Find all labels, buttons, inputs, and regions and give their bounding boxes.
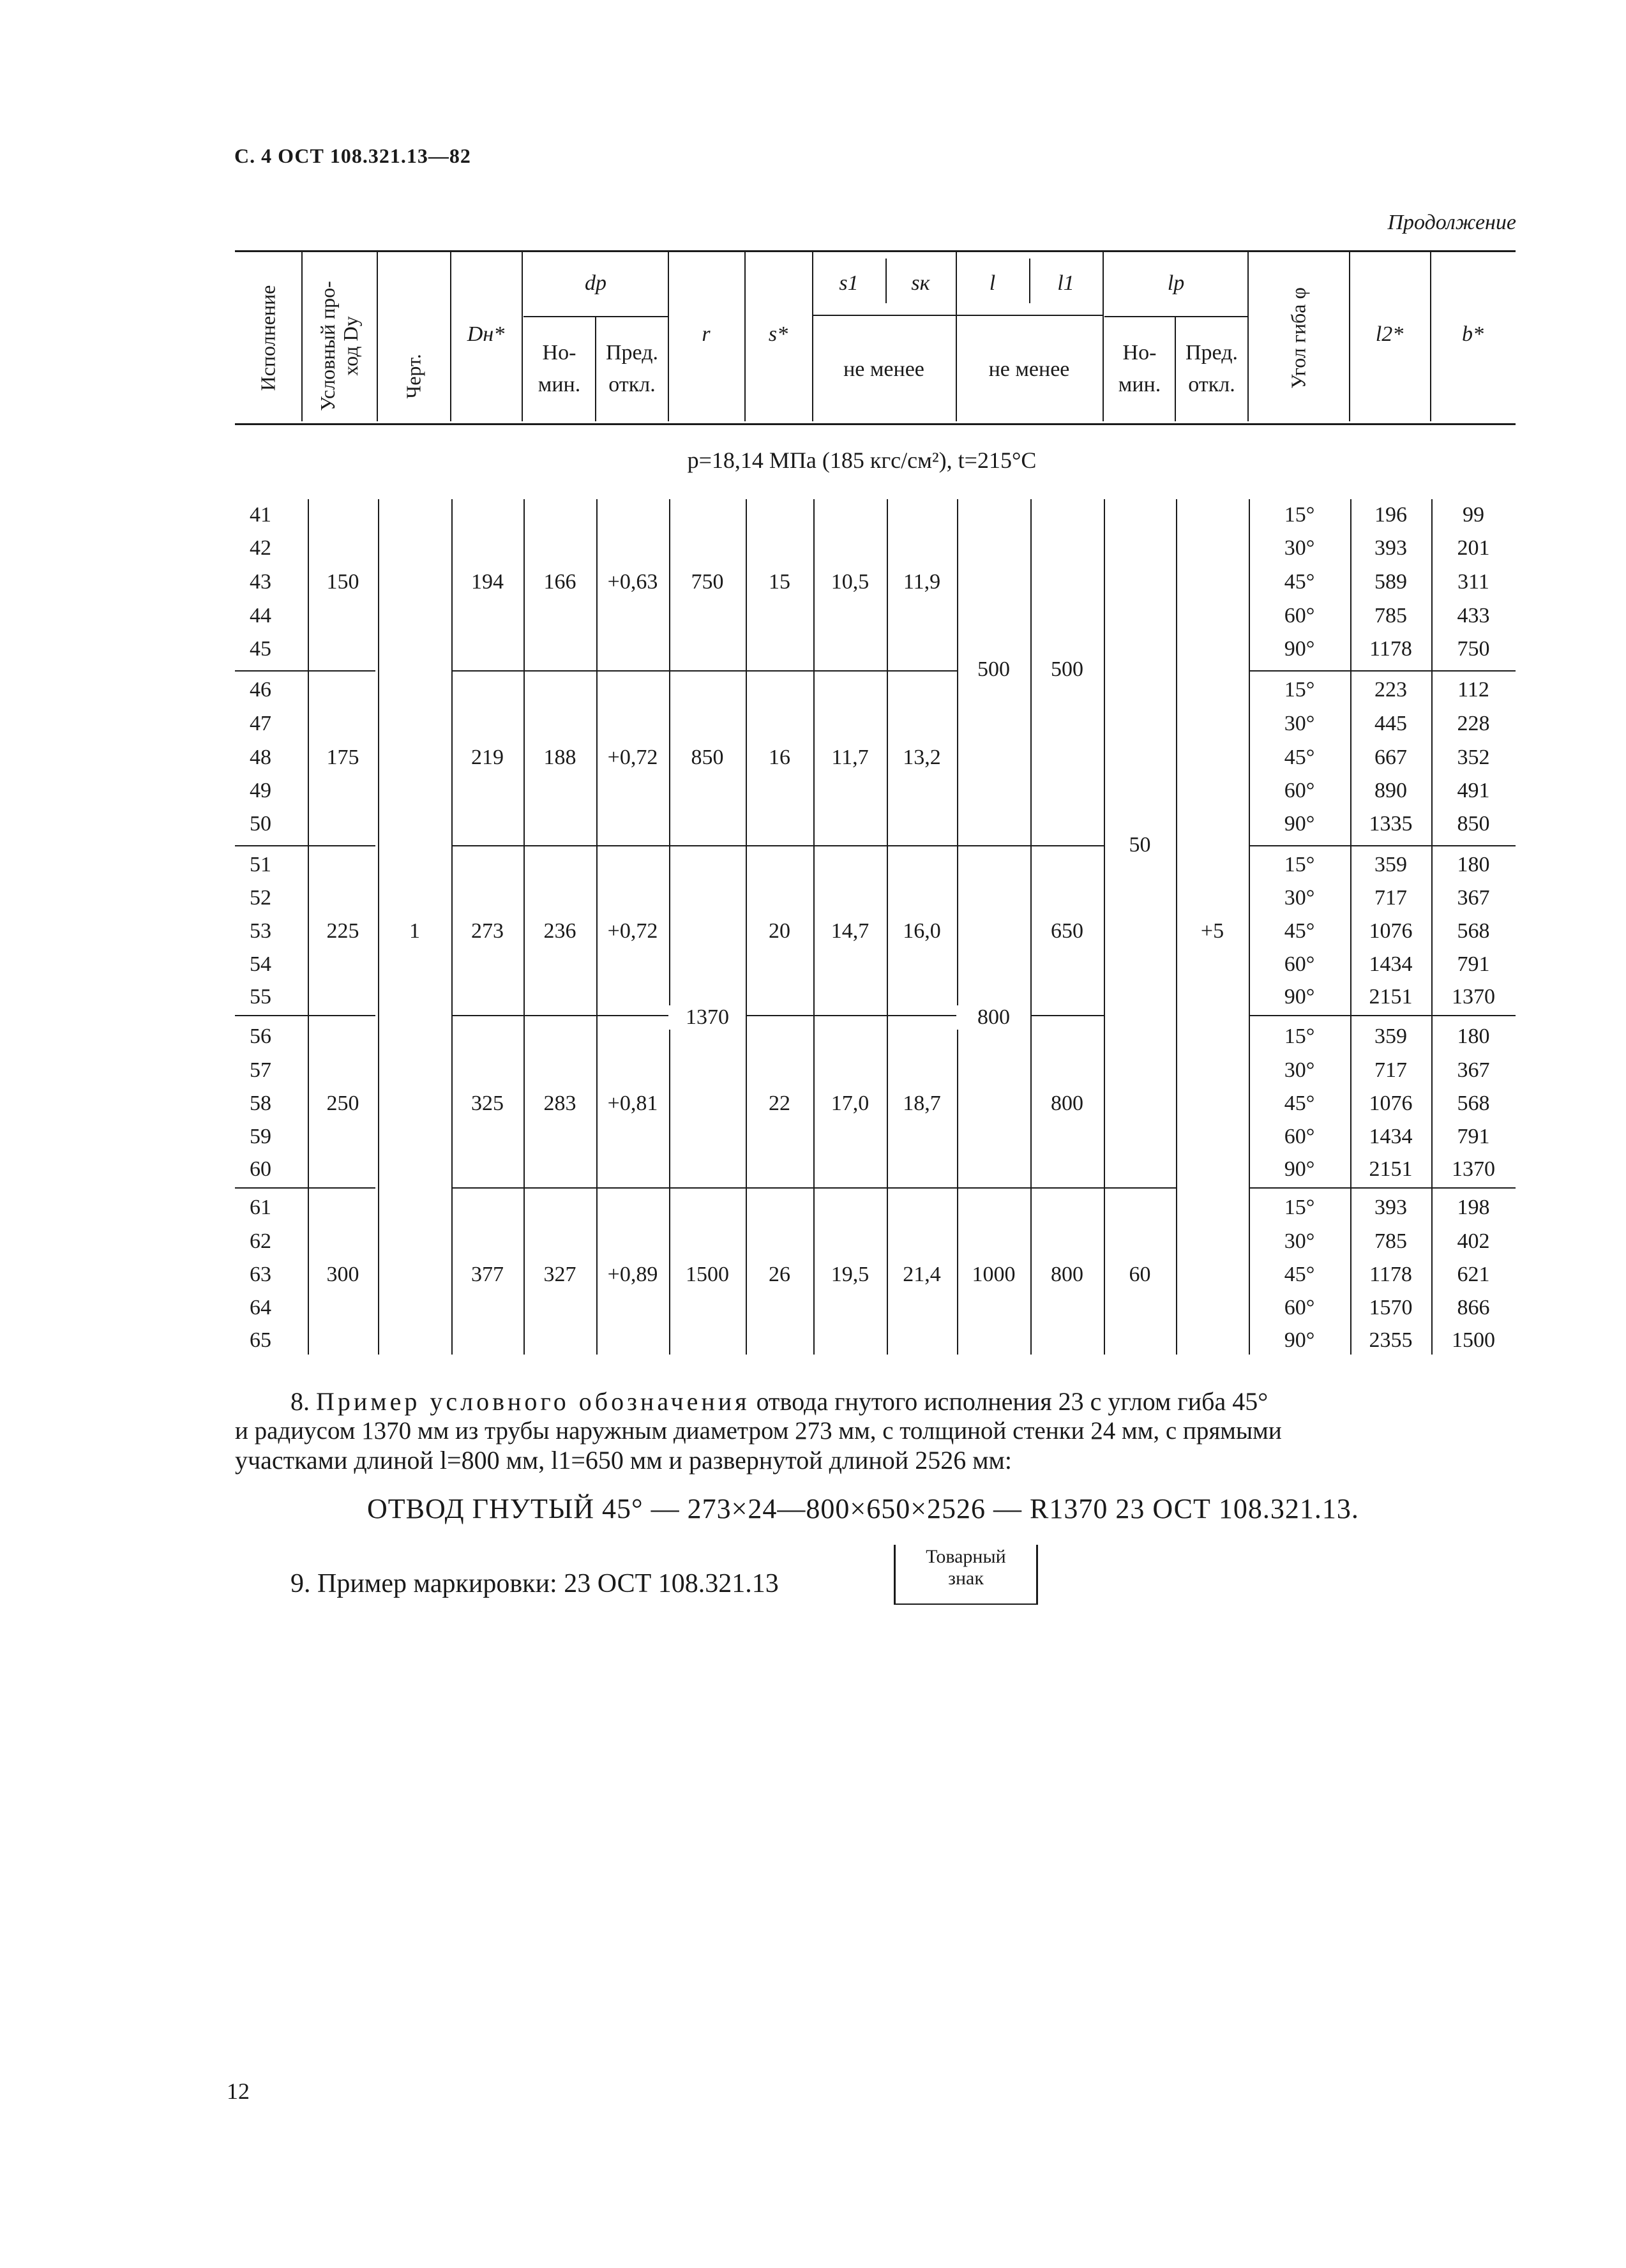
angle-cell: 90° <box>1284 812 1315 836</box>
s1-cell: 11,7 <box>831 746 869 769</box>
header-ispolnenie: Исполнение <box>256 285 280 391</box>
header-divider <box>1103 252 1104 421</box>
angle-cell: 15° <box>1284 1196 1315 1219</box>
continuation-label: Продолжение <box>1387 211 1516 234</box>
angle-cell: 60° <box>1284 952 1315 976</box>
s-cell: 16 <box>769 746 790 769</box>
angle-cell: 45° <box>1284 1263 1315 1286</box>
l2-cell: 1178 <box>1369 1263 1412 1286</box>
angle-cell: 60° <box>1284 604 1315 627</box>
angle-cell: 90° <box>1284 637 1315 661</box>
b-cell: 198 <box>1457 1196 1490 1219</box>
l2-cell: 717 <box>1374 886 1407 910</box>
l2-cell: 717 <box>1374 1058 1407 1082</box>
l-mid-cell: 800 <box>957 1005 1030 1030</box>
b-cell: 180 <box>1457 853 1490 876</box>
b-cell: 99 <box>1463 503 1484 527</box>
header-l2: l2* <box>1375 322 1404 346</box>
l-cell: 1000 <box>972 1263 1016 1286</box>
page-header: С. 4 ОСТ 108.321.13—82 <box>234 144 471 167</box>
ispolnenie-cell: 62 <box>250 1229 271 1253</box>
sk-cell: 21,4 <box>903 1263 941 1286</box>
b-cell: 850 <box>1457 812 1490 836</box>
paragraph-8-rest: отвода гнутого исполнения 23 с углом гиба 45° <box>756 1387 1268 1416</box>
dn-cell: 325 <box>471 1092 504 1115</box>
b-cell: 112 <box>1457 678 1489 702</box>
ispolnenie-cell: 50 <box>250 812 271 836</box>
b-cell: 791 <box>1457 952 1490 976</box>
angle-cell: 15° <box>1284 503 1315 527</box>
ispolnenie-cell: 55 <box>250 985 271 1009</box>
dp-pred-cell: +0,72 <box>607 746 658 769</box>
paragraph-8-line-1 <box>290 1387 1516 1416</box>
angle-cell: 90° <box>1284 1328 1315 1352</box>
b-cell: 791 <box>1457 1125 1490 1148</box>
dn-cell: 377 <box>471 1263 504 1286</box>
b-cell: 1370 <box>1452 1157 1495 1181</box>
group-separator <box>746 1015 956 1016</box>
b-cell: 568 <box>1457 919 1490 943</box>
angle-cell: 30° <box>1284 1058 1315 1082</box>
header-divider <box>522 252 523 421</box>
ispolnenie-cell: 63 <box>250 1263 271 1286</box>
dn-cell: 194 <box>471 570 504 594</box>
sk-cell: 18,7 <box>903 1092 941 1115</box>
group-separator <box>1249 1187 1516 1189</box>
group-separator <box>235 845 375 846</box>
lp-nom-cell: 60 <box>1129 1263 1151 1286</box>
l1-top-cell: 500 <box>1051 657 1083 681</box>
paragraph-8-line-2: и радиусом 1370 мм из трубы наружным диаметром 273 мм, с толщиной стенки 24 мм, с прямыми <box>235 1417 1282 1445</box>
paragraph-8-emphasis: Пример условного обозначения <box>316 1387 750 1416</box>
l2-cell: 2355 <box>1369 1328 1413 1352</box>
dp-pred-cell: +0,72 <box>607 919 658 943</box>
s1-cell: 10,5 <box>831 570 869 594</box>
l2-cell: 1434 <box>1369 1125 1413 1148</box>
dp-pred-cell: +0,89 <box>607 1263 658 1286</box>
header-chert: Черт. <box>402 354 425 399</box>
ispolnenie-cell: 53 <box>250 919 271 943</box>
b-cell: 201 <box>1457 536 1490 560</box>
paragraph-9: 9. Пример маркировки: 23 ОСТ 108.321.13 <box>290 1569 779 1598</box>
l2-cell: 393 <box>1374 1196 1407 1219</box>
dy-cell: 175 <box>326 746 359 769</box>
ispolnenie-cell: 44 <box>250 604 271 627</box>
lp-pred-merged-cell: +5 <box>1200 919 1224 943</box>
ispolnenie-cell: 56 <box>250 1025 271 1048</box>
body-divider <box>669 499 670 1355</box>
sk-cell: 11,9 <box>903 570 941 594</box>
chert-cell: 1 <box>409 919 420 943</box>
group-separator <box>235 670 375 672</box>
header-dn: Dн* <box>467 322 505 346</box>
l-top-cell: 500 <box>977 657 1010 681</box>
b-cell: 491 <box>1457 779 1490 802</box>
ispolnenie-cell: 65 <box>250 1328 271 1352</box>
group-separator <box>451 1015 668 1016</box>
s1-cell: 17,0 <box>831 1092 869 1115</box>
group-separator <box>451 845 1104 846</box>
l2-cell: 359 <box>1374 1025 1407 1048</box>
b-cell: 311 <box>1457 570 1489 594</box>
l2-cell: 2151 <box>1369 1157 1413 1181</box>
b-cell: 568 <box>1457 1092 1490 1115</box>
angle-cell: 45° <box>1284 1092 1315 1115</box>
b-cell: 402 <box>1457 1229 1490 1253</box>
ispolnenie-cell: 54 <box>250 952 271 976</box>
header-dp: dр <box>585 271 606 295</box>
l2-cell: 1434 <box>1369 952 1413 976</box>
group-separator <box>1249 845 1516 846</box>
header-divider <box>301 252 303 421</box>
dy-cell: 150 <box>326 570 359 594</box>
b-cell: 367 <box>1457 1058 1490 1082</box>
l2-cell: 1335 <box>1369 812 1413 836</box>
s-cell: 22 <box>769 1092 790 1115</box>
l2-cell: 2151 <box>1369 985 1413 1009</box>
page-number: 12 <box>227 2078 250 2104</box>
header-divider <box>377 252 378 421</box>
dp-nom-cell: 236 <box>543 919 576 943</box>
b-cell: 367 <box>1457 886 1490 910</box>
r-cell: 850 <box>691 746 724 769</box>
dy-cell: 250 <box>326 1092 359 1115</box>
angle-cell: 90° <box>1284 1157 1315 1181</box>
ispolnenie-cell: 51 <box>250 853 271 876</box>
header-s1: s1 <box>839 271 859 295</box>
b-cell: 180 <box>1457 1025 1490 1048</box>
angle-cell: 45° <box>1284 919 1315 943</box>
dp-nom-cell: 327 <box>543 1263 576 1286</box>
ispolnenie-cell: 58 <box>250 1092 271 1115</box>
header-sk: sк <box>911 271 930 295</box>
group-separator <box>451 1187 1176 1189</box>
dp-nom-cell: 166 <box>543 570 576 594</box>
l2-cell: 223 <box>1374 678 1407 702</box>
group-separator <box>235 1015 375 1016</box>
angle-cell: 15° <box>1284 678 1315 702</box>
ispolnenie-cell: 48 <box>250 746 271 769</box>
angle-cell: 45° <box>1284 570 1315 594</box>
b-cell: 750 <box>1457 637 1490 661</box>
b-cell: 1500 <box>1452 1328 1495 1352</box>
b-cell: 1370 <box>1452 985 1495 1009</box>
paragraph-8-line-3: участками длиной l=800 мм, l1=650 мм и развернутой длиной 2526 мм: <box>235 1446 1012 1475</box>
header-b: b* <box>1462 322 1484 346</box>
b-cell: 228 <box>1457 712 1490 735</box>
ispolnenie-cell: 45 <box>250 637 271 661</box>
l2-cell: 445 <box>1374 712 1407 735</box>
dn-cell: 273 <box>471 919 504 943</box>
angle-cell: 45° <box>1284 746 1315 769</box>
header-dp-pred: Пред. откл. <box>606 341 658 396</box>
l1-cell: 800 <box>1051 1263 1083 1286</box>
b-cell: 352 <box>1457 746 1490 769</box>
pressure-condition: p=18,14 МПа (185 кгс/см²), t=215°С <box>687 447 1037 473</box>
sk-cell: 16,0 <box>903 919 941 943</box>
angle-cell: 60° <box>1284 1125 1315 1148</box>
l2-cell: 785 <box>1374 1229 1407 1253</box>
designation-formula: ОТВОД ГНУТЫЙ 45° — 273×24—800×650×2526 — R1370 23 ОСТ 108.321.13. <box>367 1493 1359 1524</box>
header-dy: Условный про- ход Dу <box>316 281 362 411</box>
angle-cell: 30° <box>1284 1229 1315 1253</box>
angle-cell: 15° <box>1284 853 1315 876</box>
angle-cell: 90° <box>1284 985 1315 1009</box>
header-lp-pred: Пред. откл. <box>1186 341 1238 396</box>
dp-nom-cell: 188 <box>543 746 576 769</box>
header-dp-nomin: Но- мин. <box>538 341 581 396</box>
b-cell: 621 <box>1457 1263 1490 1286</box>
l2-cell: 1076 <box>1369 1092 1413 1115</box>
header-l1: l1 <box>1057 271 1074 295</box>
s-cell: 15 <box>769 570 790 594</box>
header-subline <box>1104 316 1247 317</box>
header-l: l <box>989 271 996 295</box>
angle-cell: 30° <box>1284 886 1315 910</box>
s-cell: 26 <box>769 1263 790 1286</box>
lp-nom-merged-cell: 50 <box>1129 833 1151 857</box>
header-lp: lр <box>1167 271 1185 295</box>
l2-cell: 1178 <box>1369 637 1412 661</box>
s1-cell: 14,7 <box>831 919 869 943</box>
dy-cell: 300 <box>326 1263 359 1286</box>
header-ne-menee-s: не менее <box>843 357 924 381</box>
group-separator <box>235 1187 375 1189</box>
sk-cell: 13,2 <box>903 746 941 769</box>
s-cell: 20 <box>769 919 790 943</box>
ispolnenie-cell: 43 <box>250 570 271 594</box>
header-lp-nomin: Но- мин. <box>1118 341 1161 396</box>
l2-cell: 393 <box>1374 536 1407 560</box>
angle-cell: 30° <box>1284 712 1315 735</box>
dp-pred-cell: +0,63 <box>607 570 658 594</box>
r-cell: 750 <box>691 570 724 594</box>
b-cell: 866 <box>1457 1296 1490 1319</box>
ispolnenie-cell: 57 <box>250 1058 271 1082</box>
group-separator <box>1249 670 1516 672</box>
ispolnenie-cell: 46 <box>250 678 271 702</box>
r-cell: 1500 <box>686 1263 729 1286</box>
dp-nom-cell: 283 <box>543 1092 576 1115</box>
header-s: s* <box>768 322 788 346</box>
group-separator <box>451 670 957 672</box>
group-separator <box>1030 1015 1104 1016</box>
body-divider <box>957 499 958 1355</box>
dp-pred-cell: +0,81 <box>607 1092 658 1115</box>
table-top-border <box>235 250 1516 252</box>
ispolnenie-cell: 52 <box>250 886 271 910</box>
angle-cell: 60° <box>1284 779 1315 802</box>
l2-cell: 1570 <box>1369 1296 1413 1319</box>
ispolnenie-cell: 41 <box>250 503 271 527</box>
l1-cell: 800 <box>1051 1092 1083 1115</box>
group-separator <box>1249 1015 1516 1016</box>
l2-cell: 589 <box>1374 570 1407 594</box>
l2-cell: 667 <box>1374 746 1407 769</box>
body-divider <box>1104 499 1105 1355</box>
angle-cell: 30° <box>1284 536 1315 560</box>
r-merged-cell: 1370 <box>669 1005 746 1030</box>
header-r: r <box>702 322 711 346</box>
l2-cell: 1076 <box>1369 919 1413 943</box>
l2-cell: 359 <box>1374 853 1407 876</box>
dy-cell: 225 <box>326 919 359 943</box>
dn-cell: 219 <box>471 746 504 769</box>
ispolnenie-cell: 60 <box>250 1157 271 1181</box>
s1-cell: 19,5 <box>831 1263 869 1286</box>
trademark-box: Товарный знак <box>894 1545 1038 1605</box>
ispolnenie-cell: 47 <box>250 712 271 735</box>
l2-cell: 890 <box>1374 779 1407 802</box>
header-divider <box>1247 252 1249 421</box>
ispolnenie-cell: 42 <box>250 536 271 560</box>
l2-cell: 785 <box>1374 604 1407 627</box>
ispolnenie-cell: 59 <box>250 1125 271 1148</box>
angle-cell: 15° <box>1284 1025 1315 1048</box>
l1-cell: 650 <box>1051 919 1083 943</box>
header-subline <box>812 315 1103 316</box>
header-subline <box>523 316 668 317</box>
paragraph-8-number: 8. <box>290 1387 310 1416</box>
b-cell: 433 <box>1457 604 1490 627</box>
angle-cell: 60° <box>1284 1296 1315 1319</box>
table-header-bottom-border <box>235 423 1516 425</box>
header-ne-menee-l: не менее <box>988 357 1070 381</box>
ispolnenie-cell: 49 <box>250 779 271 802</box>
ispolnenie-cell: 64 <box>250 1296 271 1319</box>
header-angle: Угол гиба φ <box>1286 287 1310 389</box>
ispolnenie-cell: 61 <box>250 1196 271 1219</box>
l2-cell: 196 <box>1374 503 1407 527</box>
